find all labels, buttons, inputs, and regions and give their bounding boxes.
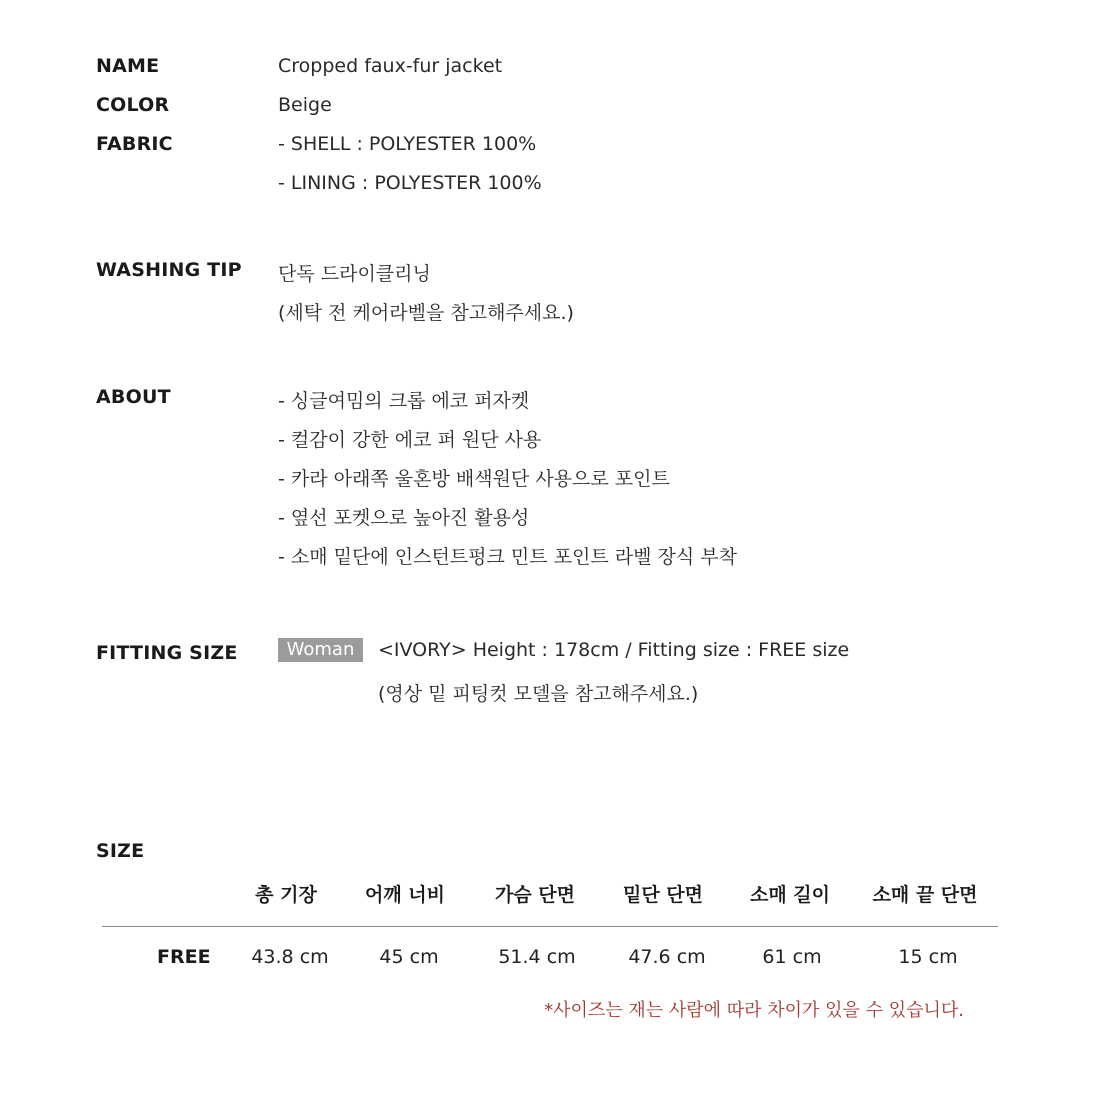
size-col-header: 소매 끝 단면 — [872, 884, 978, 906]
size-cell: 15 cm — [898, 946, 958, 968]
color-value: Beige — [278, 94, 332, 116]
fabric-label: FABRIC — [96, 133, 173, 155]
fitting-detail: <IVORY> Height : 178cm / Fitting size : FREE size — [378, 639, 850, 661]
size-col-header: 가슴 단면 — [494, 884, 576, 906]
woman-badge: Woman — [278, 638, 363, 662]
color-label: COLOR — [96, 94, 170, 116]
washing-line-1: 단독 드라이클리닝 — [278, 263, 431, 285]
name-value: Cropped faux-fur jacket — [278, 55, 503, 77]
size-cell: 47.6 cm — [628, 946, 706, 968]
fitting-note: (영상 밑 피팅컷 모델을 참고해주세요.) — [378, 683, 699, 705]
washing-line-2: (세탁 전 케어라벨을 참고해주세요.) — [278, 302, 574, 324]
about-item: - 소매 밑단에 인스턴트펑크 민트 포인트 라벨 장식 부착 — [278, 546, 737, 568]
size-col-header: 총 기장 — [255, 884, 317, 906]
size-cell: 45 cm — [379, 946, 439, 968]
about-item: - 옆선 포켓으로 높아진 활용성 — [278, 507, 530, 529]
washing-tip-label: WASHING TIP — [96, 259, 242, 281]
fabric-lining: - LINING : POLYESTER 100% — [278, 172, 542, 194]
about-item: - 카라 아래쪽 울혼방 배색원단 사용으로 포인트 — [278, 468, 670, 490]
size-col-header: 소매 길이 — [749, 884, 831, 906]
fitting-size-label: FITTING SIZE — [96, 642, 238, 664]
size-label: SIZE — [96, 840, 145, 862]
size-cell: 43.8 cm — [251, 946, 329, 968]
name-label: NAME — [96, 55, 160, 77]
size-disclaimer: *사이즈는 재는 사람에 따라 차이가 있을 수 있습니다. — [544, 1000, 964, 1021]
size-col-header: 어깨 너비 — [364, 884, 446, 906]
about-item: - 컬감이 강한 에코 퍼 원단 사용 — [278, 429, 542, 451]
about-label: ABOUT — [96, 386, 171, 408]
table-divider — [102, 926, 998, 927]
size-row-label: FREE — [157, 946, 211, 968]
fabric-shell: - SHELL : POLYESTER 100% — [278, 133, 537, 155]
size-cell: 51.4 cm — [498, 946, 576, 968]
about-item: - 싱글여밈의 크롭 에코 퍼자켓 — [278, 390, 530, 412]
size-col-header: 밑단 단면 — [622, 884, 704, 906]
size-cell: 61 cm — [762, 946, 822, 968]
